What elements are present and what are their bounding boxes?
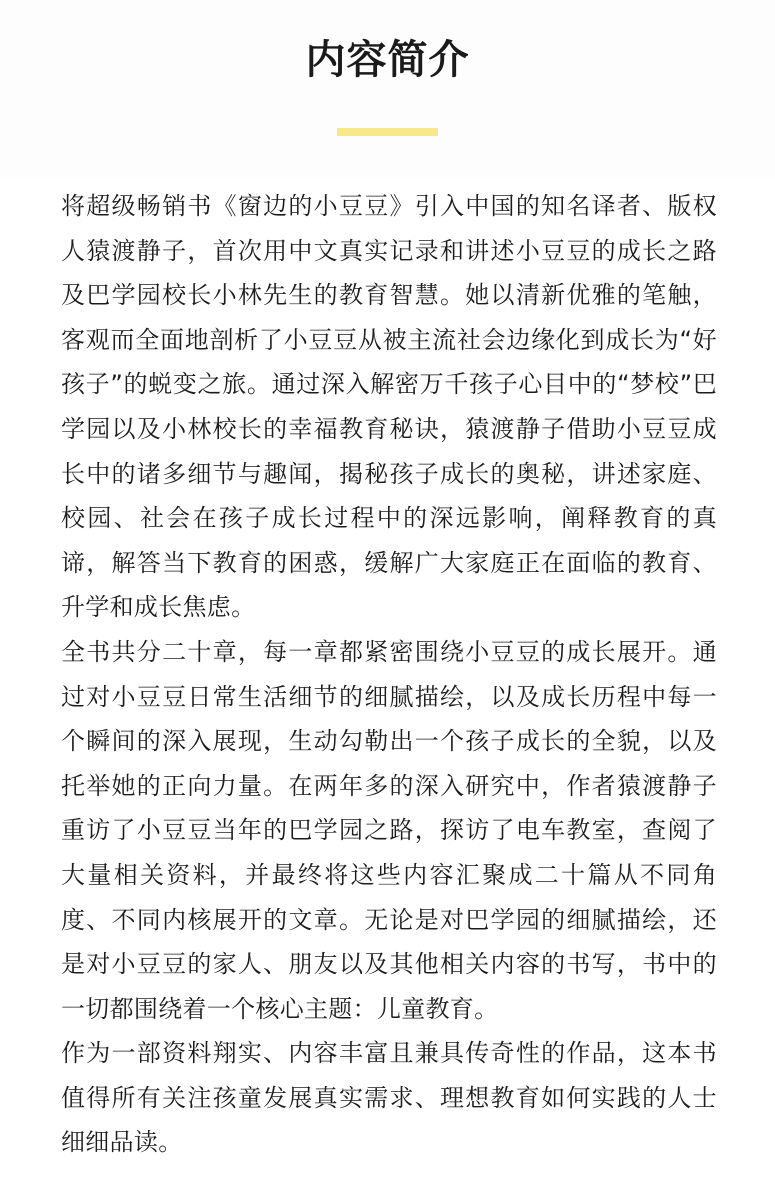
section-header	[0, 0, 775, 178]
description-paragraph-3: 作为一部资料翔实、内容丰富且兼具传奇性的作品，这本书值得所有关注孩童发展真实需求、理想教育如何实践的人士细细品读。	[61, 1039, 717, 1157]
book-description	[61, 184, 717, 1165]
page-title: 内容简介	[305, 37, 470, 83]
description-paragraph-1: 将超级畅销书《窗边的小豆豆》引入中国的知名译者、版权人猿渡静子，首次用中文真实记录和讲述小豆豆的成长之路及巴学园校长小林先生的教育智慧。她以清新优雅的笔触，客观而全面地剖析了小豆豆从被主流社会边缘化到成长为“好孩子”的蜕变之旅。通过深入解密万千孩子心目中的“梦校”巴学园以及小林校长的幸福教育秘诀，猿渡静子借助小豆豆成长中的诸多细节与趣闻，揭秘孩子成长的奥秘，讲述家庭、校园、社会在孩子成长过程中的深远影响，阐释教育的真谛，解答当下教育的困惑，缓解广大家庭正在面临的教育、升学和成长焦虑。	[61, 192, 717, 622]
title-underline-accent	[337, 128, 438, 136]
description-paragraph-2: 全书共分二十章，每一章都紧密围绕小豆豆的成长展开。通过对小豆豆日常生活细节的细腻描绘，以及成长历程中每一个瞬间的深入展现，生动勾勒出一个孩子成长的全貌，以及托举她的正向力量。在两年多的深入研究中，作者猿渡静子重访了小豆豆当年的巴学园之路，探访了电车教室，查阅了大量相关资料，并最终将这些内容汇聚成二十篇从不同角度、不同内核展开的文章。无论是对巴学园的细腻描绘，还是对小豆豆的家人、朋友以及其他相关内容的书写，书中的一切都围绕着一个核心主题：儿童教育。	[61, 637, 717, 1023]
